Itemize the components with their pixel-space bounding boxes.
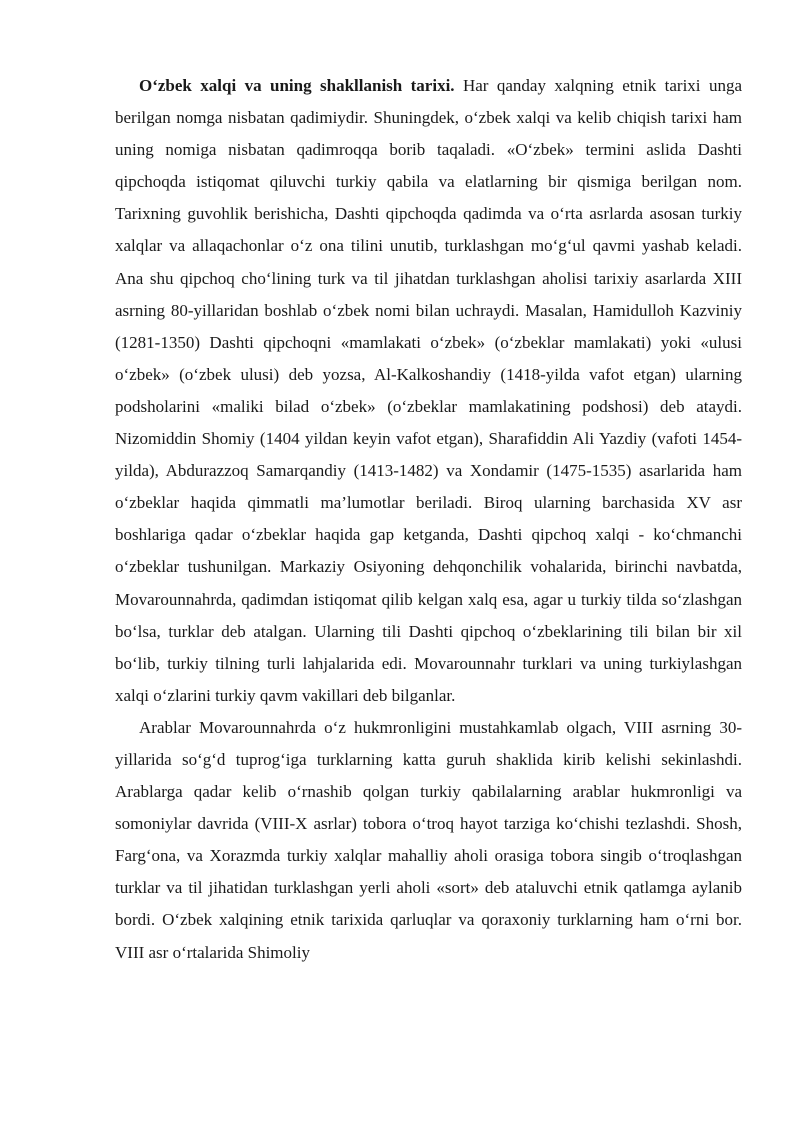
document-page: [115, 70, 742, 969]
paragraph-2-text: Arablar Movarounnahrda o‘z hukmronligini mustahkamlab olgach, VIII asrning 30-yillarida so‘g‘d tuprog‘iga turklarning katta guruh shaklida kirib kelishi sekinlashdi. Arablarga qadar kelib o‘rnashib qolgan turkiy qabilalarning arablar hukmronligi va somoniylar davrida (VIII-X asrlar) tobora o‘troq hayot tarziga ko‘chishi tezlashdi. Shosh, Farg‘ona, va Xorazmda turkiy xalqlar mahalliy aholi orasiga tobora singib o‘troqlashgan turklar va til jihatidan turklashgan yerli aholi «sort» deb ataluvchi etnik qatlamga aylanib bordi. O‘zbek xalqining etnik tarixida qarluqlar va qoraxoniy turklarning ham o‘rni bor. VIII asr o‘rtalarida Shimoliy: [115, 717, 742, 962]
section-heading: O‘zbek xalqi va uning shakllanish tarixi.: [139, 76, 455, 95]
paragraph-1-text: Har qanday xalqning etnik tarixi unga berilgan nomga nisbatan qadimiydir. Shuningdek, o‘zbek xalqi va kelib chiqish tarixi ham uning nomiga nisbatan qadimroqqa borib taqaladi. «O‘zbek» termini aslida Dashti qipchoqda istiqomat qiluvchi turkiy qabila va elatlarning bir qismiga berilgan nom. Tarixning guvohlik berishicha, Dashti qipchoqda qadimda va o‘rta asrlarda asosan turkiy xalqlar va allaqachonlar o‘z ona tilini unutib, turklashgan mo‘g‘ul qavmi yashab keladi. Ana shu qipchoq cho‘lining turk va til jihatdan turklashgan aholisi tarixiy asarlarda XIII asrning 80-yillaridan boshlab o‘zbek nomi bilan uchraydi. Masalan, Hamidulloh Kazviniy (1281-1350) Dashti qipchoqni «mamlakati o‘zbek» (o‘zbeklar mamlakati) yoki «ulusi o‘zbek» (o‘zbek ulusi) deb yozsa, Al-Kalkoshandiy (1418-yilda vafot etgan) ularning podsholarini «maliki bilad o‘zbek» (o‘zbeklar mamlakatining podshosi) deb ataydi. Nizomiddin Shomiy (1404 yildan keyin vafot etgan), Sharafiddin Ali Yazdiy (vafoti 1454-yilda), Abdurazzoq Samarqandiy (1413-1482) va Xondamir (1475-1535) asarlarida ham o‘zbeklar haqida qimmatli ma’lumotlar beriladi. Biroq ularning barchasida XV asr boshlariga qadar o‘zbeklar haqida gap ketganda, Dashti qipchoq xalqi - ko‘chmanchi o‘zbeklar tushunilgan. Markaziy Osiyoning dehqonchilik vohalarida, birinchi navbatda, Movarounnahrda, qadimdan istiqomat qilib kelgan xalq esa, agar u turkiy tilda so‘zlashgan bo‘lsa, turklar deb atalgan. Ularning tili Dashti qipchoq o‘zbeklarining tili bilan bir xil bo‘lib, turkiy tilning turli lahjalarida edi. Movarounnahr turklari va uning turkiylashgan xalqi o‘zlarini turkiy qavm vakillari deb bilganlar.: [115, 76, 742, 705]
paragraph-1: [115, 70, 742, 712]
paragraph-2: [115, 712, 742, 969]
